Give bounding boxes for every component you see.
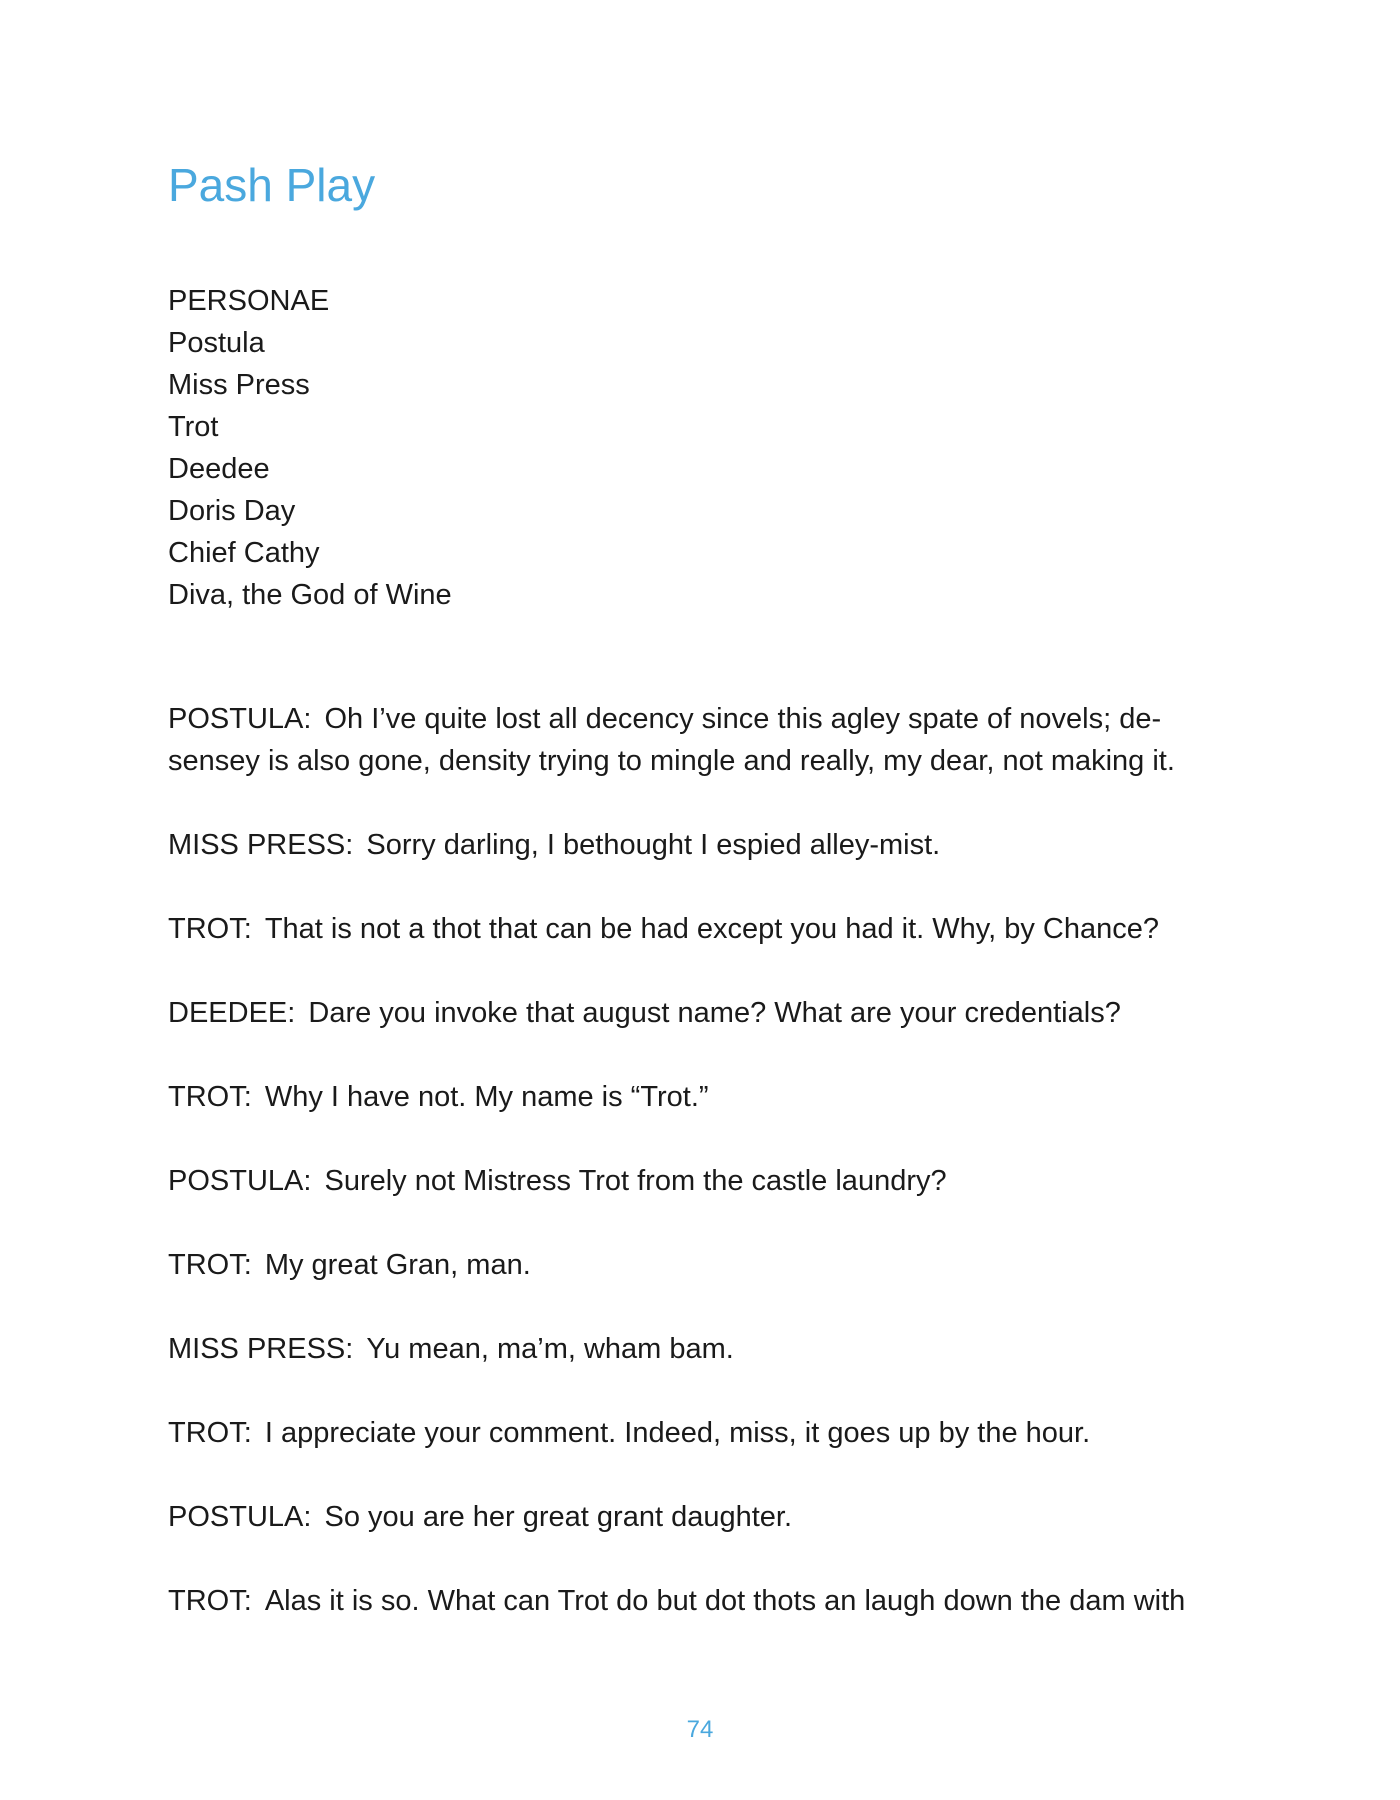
- persona-name: Doris Day: [168, 495, 296, 527]
- speaker-name: DEEDEE:: [168, 997, 296, 1029]
- dialogue-line: [168, 1580, 1248, 1622]
- persona-name: Miss Press: [168, 369, 310, 401]
- dialogue-line: [168, 992, 1248, 1034]
- dialogue-line: [168, 1244, 1248, 1286]
- speaker-name: MISS PRESS:: [168, 829, 354, 861]
- personae-list: [168, 280, 452, 616]
- line-text: Dare you invoke that august name? What are your credentials?: [308, 997, 1121, 1029]
- line-text: Alas it is so. What can Trot do but dot thots an laugh down the dam with: [264, 1585, 1186, 1617]
- speaker-name: TROT:: [168, 1585, 252, 1617]
- line-text: Yu mean, ma’m, wham bam.: [366, 1333, 734, 1365]
- speaker-name: POSTULA:: [168, 1165, 312, 1197]
- line-text: I appreciate your comment. Indeed, miss, it goes up by the hour.: [264, 1417, 1091, 1449]
- dialogue-line: [168, 1412, 1248, 1454]
- line-text: Sorry darling, I bethought I espied alley-mist.: [366, 829, 941, 861]
- dialogue-line: [168, 1496, 1248, 1538]
- speaker-name: MISS PRESS:: [168, 1333, 354, 1365]
- dialogue-line: [168, 1160, 1248, 1202]
- persona-name: Diva, the God of Wine: [168, 579, 452, 611]
- dialogue-line: [168, 698, 1248, 782]
- persona-name: Deedee: [168, 453, 270, 485]
- line-text: My great Gran, man.: [264, 1249, 531, 1281]
- dialogue-line: [168, 1076, 1248, 1118]
- persona-name: Postula: [168, 327, 265, 359]
- page-title: Pash Play: [168, 159, 376, 211]
- speaker-name: TROT:: [168, 913, 252, 945]
- speaker-name: TROT:: [168, 1417, 252, 1449]
- dialogue-section: [168, 698, 1248, 1664]
- dialogue-line: [168, 1328, 1248, 1370]
- persona-name: Trot: [168, 411, 219, 443]
- speaker-name: POSTULA:: [168, 1501, 312, 1533]
- line-text: Oh I’ve quite lost all decency since this agley spate of novels; de-sensey is also gone, density trying to mingle and really, my dear, not making it.: [168, 703, 1175, 777]
- line-text: That is not a thot that can be had except you had it. Why, by Chance?: [264, 913, 1159, 945]
- dialogue-line: [168, 824, 1248, 866]
- page-number: 74: [686, 1716, 714, 1743]
- personae-heading: PERSONAE: [168, 285, 330, 317]
- line-text: Surely not Mistress Trot from the castle laundry?: [324, 1165, 947, 1197]
- dialogue-line: [168, 908, 1248, 950]
- line-text: Why I have not. My name is “Trot.”: [264, 1081, 709, 1113]
- speaker-name: POSTULA:: [168, 703, 312, 735]
- persona-name: Chief Cathy: [168, 537, 320, 569]
- speaker-name: TROT:: [168, 1249, 252, 1281]
- speaker-name: TROT:: [168, 1081, 252, 1113]
- line-text: So you are her great grant daughter.: [324, 1501, 793, 1533]
